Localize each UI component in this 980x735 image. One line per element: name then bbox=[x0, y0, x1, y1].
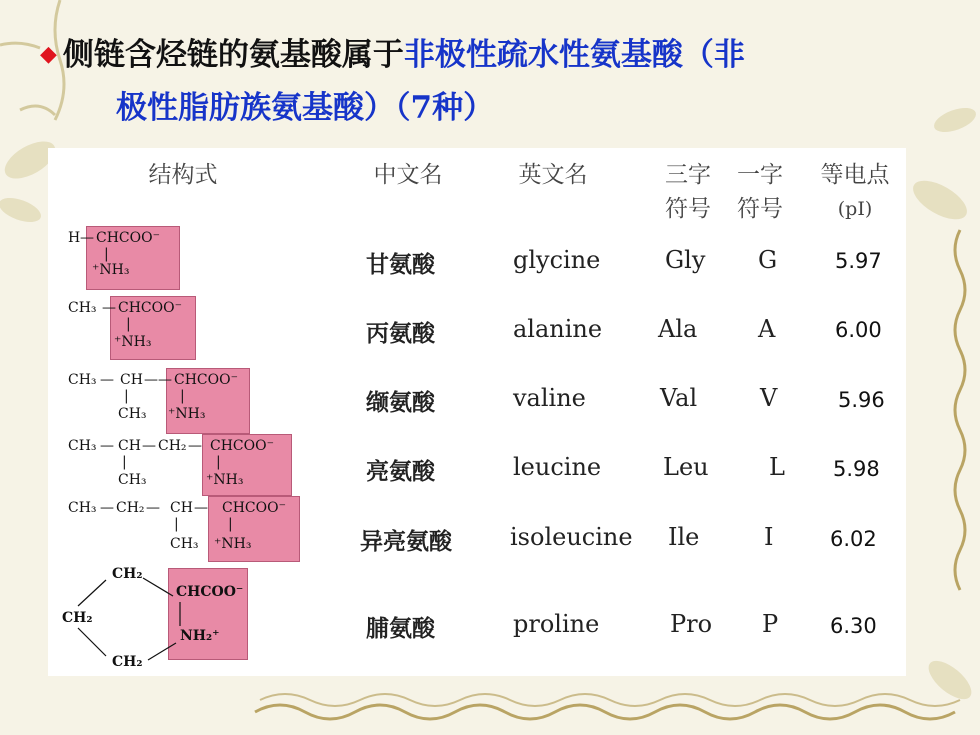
row-ile-one: I bbox=[764, 523, 774, 551]
row-gly-pi: 5.97 bbox=[835, 249, 882, 273]
row-gly-one: G bbox=[758, 246, 778, 274]
row-gly-three: Gly bbox=[665, 246, 706, 274]
row-val-one: V bbox=[760, 384, 778, 412]
header-pi: 等电点 (pI) bbox=[820, 162, 890, 220]
row-val-cn: 缬氨酸 bbox=[366, 389, 435, 416]
row-ala-one: A bbox=[758, 315, 776, 343]
header-chinese: 中文名 bbox=[373, 162, 443, 188]
title-line2: 极性脂肪族氨基酸）（7种） bbox=[116, 90, 495, 126]
amino-acid-table: 结构式 中文名 英文名 三字 符号 一字 符号 等电点 (pI) 甘氨酸 glycine Gly G 5.97 丙氨酸 alanine Ala A 6.00 缬氨酸 valine Val V 5.96 亮氨酸 leucine Leu L 5.98 异亮氨酸 isoleucine Ile I 6.02 脯氨酸 proline Pro P 6.30 H — CHCOO⁻ | ⁺NH₃ CH₃ — CHCOO⁻ | ⁺NH₃ CH₃ — CH —— CHCOO⁻ | | CH₃ ⁺NH₃ CH₃ — CH — CH₂ — CHCOO⁻ | | CH₃ ⁺NH₃ CH₃ — CH₂ — CH — CHCOO⁻ | | CH₃ ⁺NH₃ CH₂ CHCOO⁻ CH₂ NH₂⁺ CH₂ bbox=[48, 148, 906, 676]
row-pro-one: P bbox=[762, 610, 779, 638]
row-pro-three: Pro bbox=[670, 610, 713, 638]
row-val-en: valine bbox=[513, 384, 586, 412]
row-leu-pi: 5.98 bbox=[833, 457, 880, 481]
row-ile-en: isoleucine bbox=[510, 523, 633, 551]
header-one-letter: 一字 符号 bbox=[737, 162, 783, 222]
header-three-letter: 三字 符号 bbox=[665, 162, 711, 222]
header-structure: 结构式 bbox=[148, 162, 218, 188]
title-part2: 非极性疏水性氨基酸（非 bbox=[403, 37, 745, 73]
diamond-bullet-icon: ◆ bbox=[40, 41, 57, 67]
row-ala-pi: 6.00 bbox=[835, 318, 882, 342]
slide-title bbox=[40, 30, 940, 133]
row-leu-three: Leu bbox=[663, 453, 709, 481]
row-ala-three: Ala bbox=[658, 315, 698, 343]
row-pro-pi: 6.30 bbox=[830, 614, 877, 638]
row-gly-cn: 甘氨酸 bbox=[366, 251, 435, 278]
row-val-three: Val bbox=[660, 384, 698, 412]
row-ile-three: Ile bbox=[668, 523, 700, 551]
row-ile-cn: 异亮氨酸 bbox=[360, 528, 452, 555]
row-ile-pi: 6.02 bbox=[830, 527, 877, 551]
row-leu-cn: 亮氨酸 bbox=[366, 458, 435, 485]
row-gly-en: glycine bbox=[513, 246, 601, 274]
row-leu-en: leucine bbox=[513, 453, 602, 481]
row-pro-cn: 脯氨酸 bbox=[366, 615, 435, 642]
row-pro-en: proline bbox=[513, 610, 600, 638]
row-val-pi: 5.96 bbox=[838, 388, 885, 412]
row-ala-cn: 丙氨酸 bbox=[366, 320, 435, 347]
row-leu-one: L bbox=[769, 453, 785, 481]
row-ala-en: alanine bbox=[513, 315, 603, 343]
header-english: 英文名 bbox=[518, 162, 588, 188]
title-part1: 侧链含烃链的氨基酸属于 bbox=[62, 37, 404, 73]
